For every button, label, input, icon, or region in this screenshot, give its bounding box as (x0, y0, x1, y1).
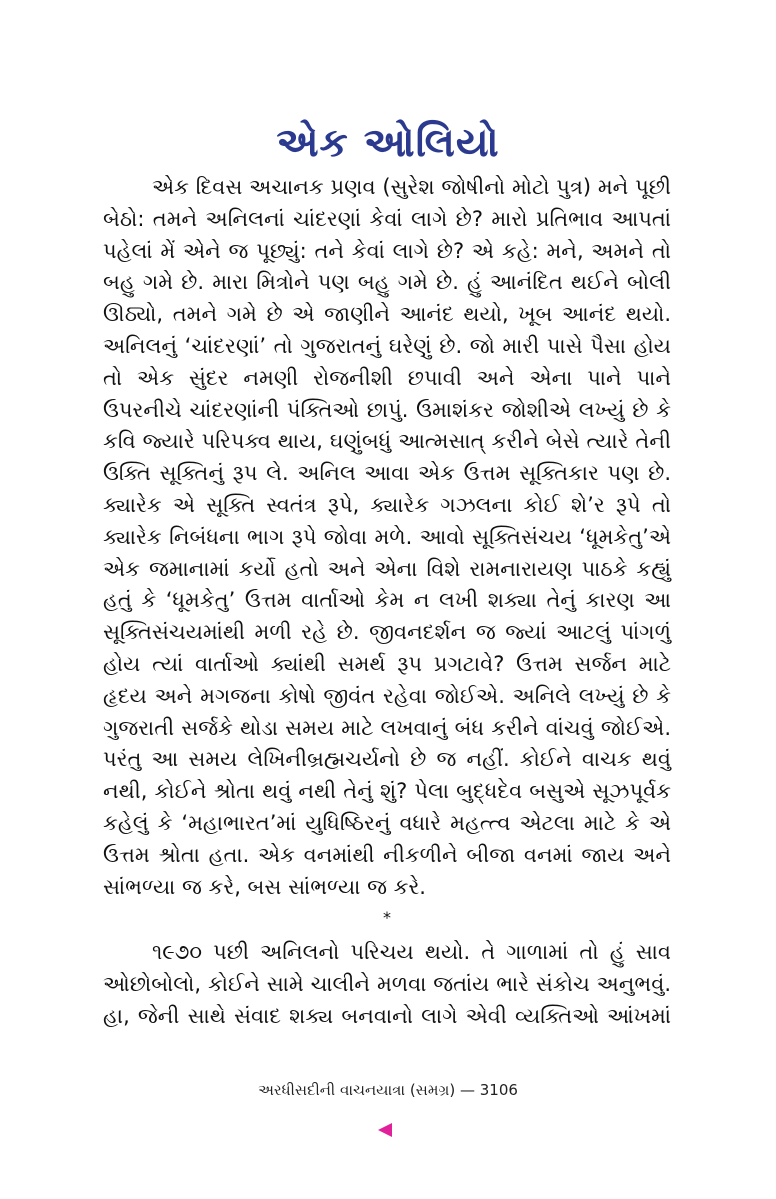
article-body (103, 172, 671, 1033)
page-footer: અરધીસદીની વાચનયાત્રા (સમગ્ર) — 3106 (258, 1081, 518, 1099)
section-separator: * (383, 908, 391, 928)
page-title: એક ઓલિયો (276, 119, 500, 166)
previous-page-icon[interactable] (378, 1123, 392, 1137)
paragraph-1: એક દિવસ અચાનક પ્રણવ (સુરેશ જોષીનો મોટો પુત્ર) મને પૂછી બેઠો: તમને અનિલનાં ચાંદરણાં કેવાં લાગે છે? મારો પ્રતિભાવ આપતાં પહેલાં મેં એને જ પૂછ્યું: તને કેવાં લાગે છે? એ કહે: મને, અમને તો બહુ ગમે છે. મારા મિત્રોને પણ બહુ ગમે છે. હું આનંદિત થઈને બોલી ઊઠ્યો, તમને ગમે છે એ જાણીને આનંદ થયો, ખૂબ આનંદ થયો. અનિલનું ‘ચાંદરણાં’ તો ગુજરાતનું ઘરેણું છે. જો મારી પાસે પૈસા હોય તો એક સુંદર નમણી રોજનીશી છપાવી અને એના પાને પાને ઉપરનીચે ચાંદરણાંની પંક્તિઓ છાપું. ઉમાશંકર જોશીએ લખ્યું છે કે કવિ જ્યારે પરિપક્વ થાય, ઘણુંબધું આત્મસાત્ કરીને બેસે ત્યારે તેની ઉક્તિ સૂક્તિનું રૂપ લે. અનિલ આવા એક ઉત્તમ સૂક્તિકાર પણ છે. ક્યારેક એ સૂક્તિ સ્વતંત્ર રૂપે, ક્યારેક ગઝલના કોઈ શે’ર રૂપે તો ક્યારેક નિબંધના ભાગ રૂપે જોવા મળે. આવો સૂક્તિસંચય ‘ધૂમકેતુ’એ એક જમાનામાં કર્યો હતો અને એના વિશે રામનારાયણ પાઠકે કહ્યું હતું કે ‘ધૂમકેતુ’ ઉત્તમ વાર્તાઓ કેમ ન લખી શક્યા તેનું કારણ આ સૂક્તિસંચયમાંથી મળી રહે છે. જીવનદર્શન જ જ્યાં આટલું પાંગળું હોય ત્યાં વાર્તાઓ ક્યાંથી સમર્થ રૂપ પ્રગટાવે? ઉત્તમ સર્જન માટે હૃદય અને મગજના કોષો જીવંત રહેવા જોઈએ. અનિલે લખ્યું છે કે ગુજરાતી સર્જકે થોડા સમય માટે લખવાનું બંધ કરીને વાંચવું જોઈએ. પરંતુ આ સમય લેખિનીબ્રહ્મચર્યનો છે જ નહીં. કોઈને વાચક થવું નથી, કોઈને શ્રોતા થવું નથી તેનું શું? પેલા બુદ્ધદેવ બસુએ સૂઝપૂર્વક કહેલું કે ‘મહાભારત’માં યુધિષ્ઠિરનું વધારે મહત્ત્વ એટલા માટે કે એ ઉત્તમ શ્રોતા હતા. એક વનમાંથી નીકળીને બીજા વનમાં જાય અને સાંભળ્યા જ કરે, બસ સાંભળ્યા જ કરે. (103, 175, 671, 899)
paragraph-2: ૧૯૭૦ પછી અનિલનો પરિચય થયો. તે ગાળામાં તો હું સાવ ઓછોબોલો, કોઈને સામે ચાલીને મળવા જતાંય ભારે સંકોચ અનુભવું. હા, જેની સાથે સંવાદ શક્ય બનવાનો લાગે એવી વ્યક્તિઓ આંખમાં (103, 940, 671, 1028)
